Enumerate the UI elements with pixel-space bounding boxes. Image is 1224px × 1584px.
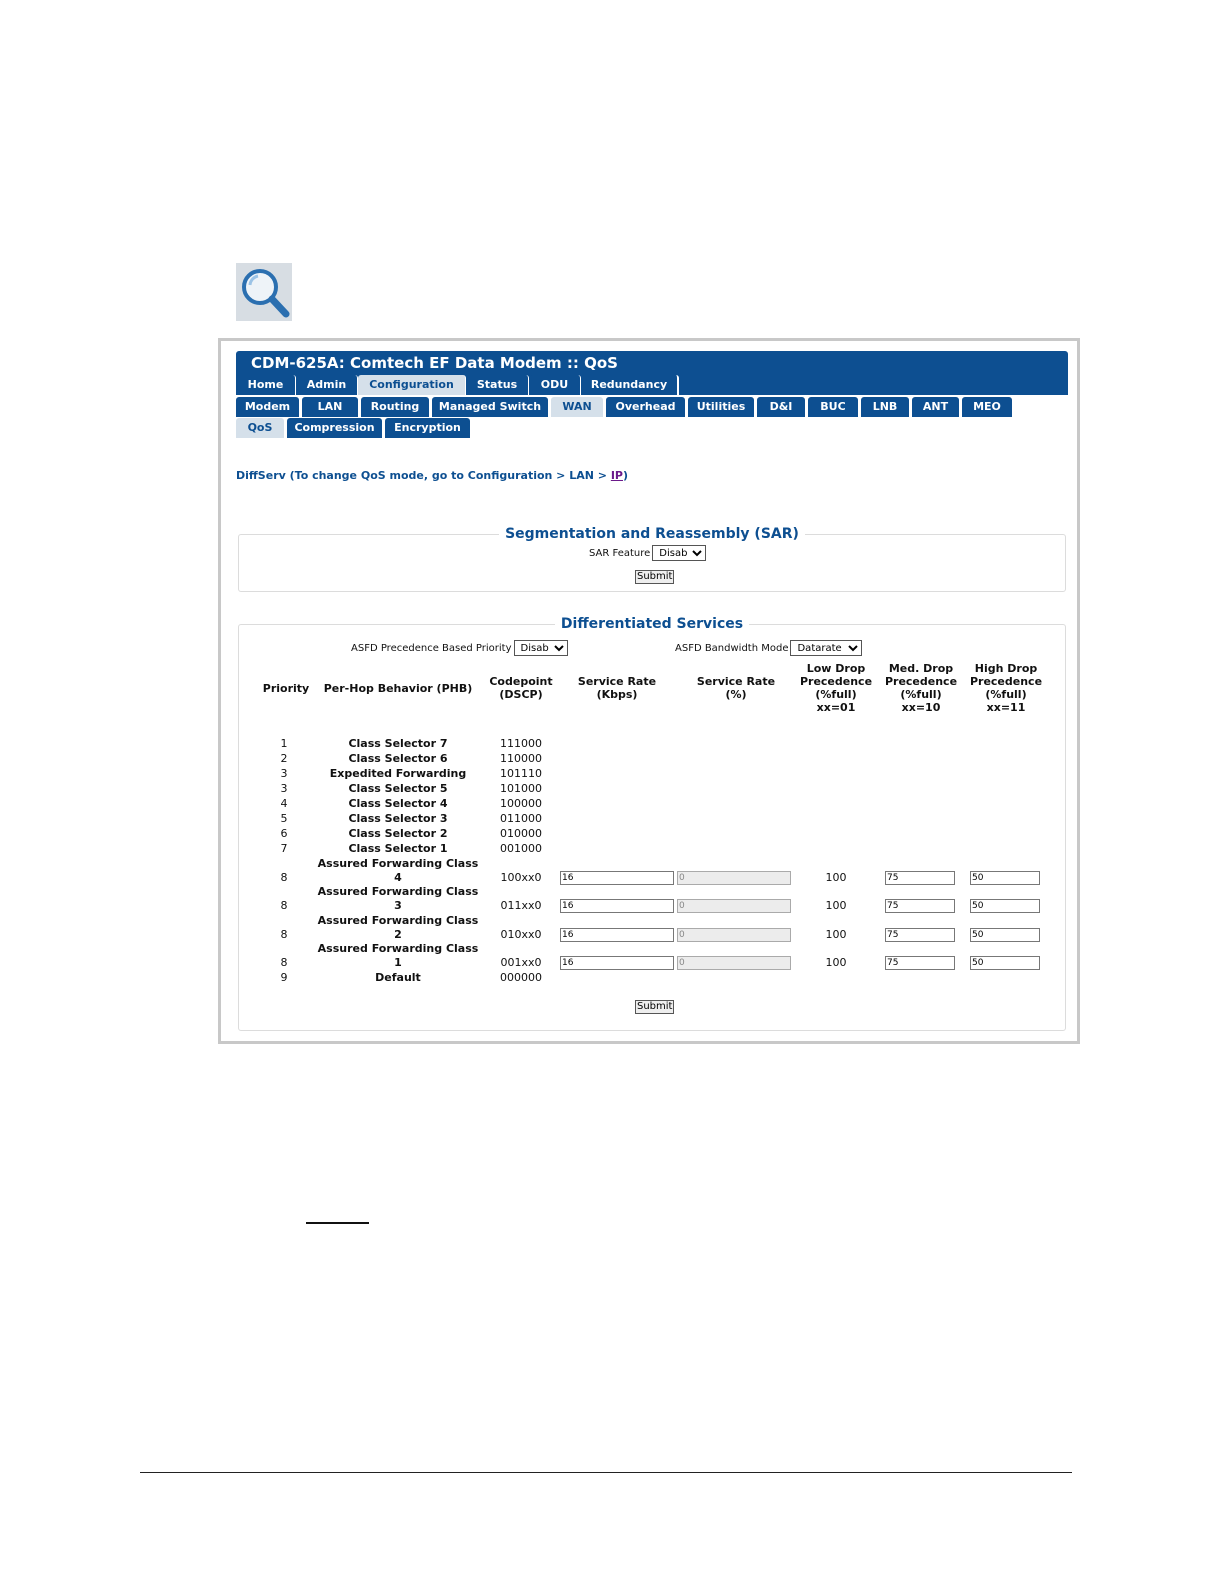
row-phb: Expedited Forwarding [329, 767, 467, 780]
service-rate-kbps-input[interactable] [560, 928, 674, 942]
row-phb: Assured Forwarding Class [317, 857, 479, 870]
sar-legend: Segmentation and Reassembly (SAR) [505, 526, 799, 542]
tab-compression[interactable]: Compression [287, 418, 382, 438]
row-dscp: 001xx0 [500, 956, 542, 969]
med-drop-input[interactable] [885, 928, 955, 942]
row-priority: 3 [280, 767, 288, 780]
row-priority: 6 [280, 827, 288, 840]
row-phb: Assured Forwarding Class [317, 914, 479, 927]
low-drop-value: 100 [825, 899, 847, 912]
tab-home[interactable]: Home [236, 375, 296, 395]
row-dscp: 101110 [500, 767, 542, 780]
tab-d-and-i[interactable]: D&I [757, 397, 805, 417]
diffserv-suffix: ) [623, 469, 629, 482]
med-drop-input[interactable] [885, 871, 955, 885]
footer-rule [140, 1472, 1072, 1473]
header-priority: Priority [262, 682, 310, 695]
tab-odu[interactable]: ODU [529, 375, 581, 395]
row-priority: 8 [280, 928, 288, 941]
row-dscp: 010xx0 [500, 928, 542, 941]
row-priority: 2 [280, 752, 288, 765]
row-priority: 7 [280, 842, 288, 855]
asfd-bandwidth-label: ASFD Bandwidth Mode [675, 642, 789, 654]
tab-ant[interactable]: ANT [912, 397, 959, 417]
asfd-bandwidth-row [675, 640, 862, 656]
diffserv-legend: Differentiated Services [560, 616, 744, 632]
service-rate-pct-input [677, 899, 791, 913]
row-phb: Class Selector 4 [348, 797, 448, 810]
nav-row-main [236, 375, 1068, 395]
high-drop-input[interactable] [970, 871, 1040, 885]
row-dscp: 011000 [500, 812, 542, 825]
tab-overhead[interactable]: Overhead [606, 397, 685, 417]
diffserv-submit-button[interactable]: Submit [637, 1001, 673, 1012]
row-priority: 8 [280, 956, 288, 969]
service-rate-kbps-input[interactable] [560, 871, 674, 885]
diffserv-text: DiffServ (To change QoS mode, go to Configuration > LAN > [236, 469, 611, 482]
service-rate-pct-input [677, 956, 791, 970]
tab-admin[interactable]: Admin [296, 375, 358, 395]
high-drop-input[interactable] [970, 956, 1040, 970]
tab-status[interactable]: Status [466, 375, 529, 395]
tab-modem[interactable]: Modem [236, 397, 299, 417]
row-phb: Class Selector 2 [348, 827, 448, 840]
service-rate-pct-input [677, 928, 791, 942]
nav-row-wan [236, 418, 473, 438]
row-phb: Class Selector 3 [348, 812, 448, 825]
underline-rule [306, 1222, 369, 1224]
row-priority: 1 [280, 737, 288, 750]
header-rate-pct: Service Rate (%) [696, 675, 776, 701]
low-drop-value: 100 [825, 871, 847, 884]
tab-qos[interactable]: QoS [236, 418, 284, 438]
row-dscp: 110000 [500, 752, 542, 765]
tab-routing[interactable]: Routing [361, 397, 429, 417]
nav-row-configuration [236, 397, 1015, 417]
row-priority: 3 [280, 782, 288, 795]
row-dscp: 100xx0 [500, 871, 542, 884]
med-drop-input[interactable] [885, 956, 955, 970]
row-phb: Assured Forwarding Class [317, 942, 479, 955]
header-rate-kbps: Service Rate (Kbps) [577, 675, 657, 701]
magnifier-icon [236, 263, 292, 321]
sar-feature-label: SAR Feature [589, 547, 651, 559]
header-codepoint: Codepoint (DSCP) [489, 675, 553, 701]
asfd-priority-select[interactable] [514, 640, 568, 656]
tab-meo[interactable]: MEO [962, 397, 1012, 417]
row-priority: 9 [280, 971, 288, 984]
tab-encryption[interactable]: Encryption [385, 418, 470, 438]
ip-link[interactable]: IP [610, 469, 623, 482]
tab-utilities[interactable]: Utilities [688, 397, 754, 417]
service-rate-pct-input [677, 871, 791, 885]
row-dscp: 000000 [500, 971, 542, 984]
header-high-drop: High Drop Precedence (%full) xx=11 [969, 662, 1043, 714]
row-dscp: 100000 [500, 797, 542, 810]
row-priority: 8 [280, 899, 288, 912]
sar-feature-row [589, 545, 706, 561]
row-class-number: 2 [394, 928, 402, 941]
tab-wan[interactable]: WAN [551, 397, 603, 417]
low-drop-value: 100 [825, 928, 847, 941]
low-drop-value: 100 [825, 956, 847, 969]
row-priority: 5 [280, 812, 288, 825]
tab-redundancy[interactable]: Redundancy [581, 375, 679, 395]
tab-managed-switch[interactable]: Managed Switch [432, 397, 548, 417]
row-phb: Class Selector 7 [348, 737, 448, 750]
sar-submit-button[interactable]: Submit [637, 571, 673, 582]
asfd-bandwidth-select[interactable] [790, 640, 862, 656]
row-class-number: 3 [394, 899, 402, 912]
row-dscp: 011xx0 [500, 899, 542, 912]
row-phb: Default [375, 971, 421, 984]
row-phb: Class Selector 1 [348, 842, 448, 855]
row-priority: 4 [280, 797, 288, 810]
row-class-number: 4 [394, 871, 402, 884]
service-rate-kbps-input[interactable] [560, 899, 674, 913]
header-med-drop: Med. Drop Precedence (%full) xx=10 [884, 662, 958, 714]
row-priority: 8 [280, 871, 288, 884]
screenshot-frame [218, 338, 1080, 1044]
sar-feature-select[interactable] [652, 545, 706, 561]
high-drop-input[interactable] [970, 928, 1040, 942]
diffserv-note [236, 469, 628, 482]
header-phb: Per-Hop Behavior (PHB) [323, 682, 473, 695]
asfd-priority-row [351, 640, 568, 656]
service-rate-kbps-input[interactable] [560, 956, 674, 970]
tab-configuration[interactable]: Configuration [358, 375, 466, 395]
high-drop-input[interactable] [970, 899, 1040, 913]
row-dscp: 010000 [500, 827, 542, 840]
header-low-drop: Low Drop Precedence (%full) xx=01 [799, 662, 873, 714]
tab-lan[interactable]: LAN [302, 397, 358, 417]
med-drop-input[interactable] [885, 899, 955, 913]
tab-lnb[interactable]: LNB [861, 397, 909, 417]
row-dscp: 111000 [500, 737, 542, 750]
row-class-number: 1 [394, 956, 402, 969]
row-dscp: 001000 [500, 842, 542, 855]
row-phb: Assured Forwarding Class [317, 885, 479, 898]
asfd-priority-label: ASFD Precedence Based Priority [351, 642, 512, 654]
tab-buc[interactable]: BUC [808, 397, 858, 417]
row-phb: Class Selector 5 [348, 782, 448, 795]
row-phb: Class Selector 6 [348, 752, 448, 765]
row-dscp: 101000 [500, 782, 542, 795]
window-title: CDM-625A: Comtech EF Data Modem :: QoS [236, 351, 1068, 375]
